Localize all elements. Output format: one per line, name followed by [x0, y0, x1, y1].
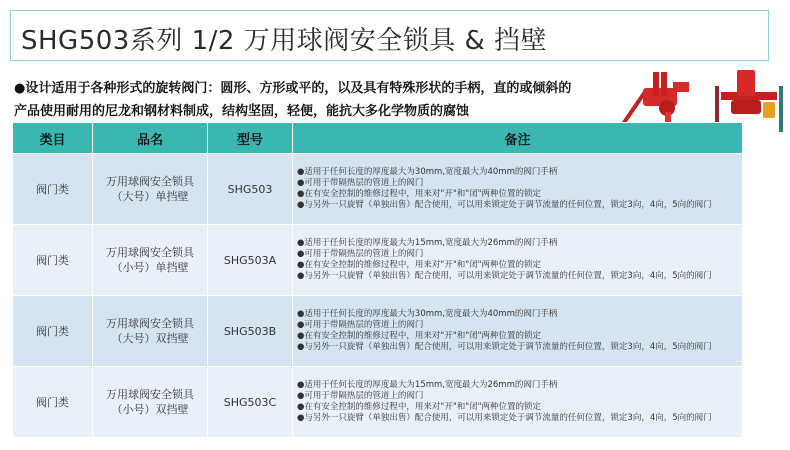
- note-item: ●可用于带隔热层的管道上的阀门: [297, 391, 424, 401]
- cell-name: [93, 225, 208, 296]
- name-line-1: 万用球阀安全锁具: [106, 388, 194, 401]
- header-notes: 备注: [293, 123, 743, 154]
- note-item: ●在有安全控制的维修过程中，用来对"开"和"闭"两种位置的锁定: [297, 402, 542, 412]
- note-item: ●可用于带隔热层的管道上的阀门: [297, 178, 424, 188]
- note-item: ●适用于任何长度的厚度最大为30mm,宽度最大为40mm的阀门手柄: [297, 309, 558, 319]
- note-item: ●可用于带隔热层的管道上的阀门: [297, 249, 424, 259]
- note-item: ●可用于带隔热层的管道上的阀门: [297, 320, 424, 330]
- header-model: 型号: [208, 123, 293, 154]
- cell-category: 阀门类: [13, 367, 93, 438]
- table-row: [13, 296, 743, 367]
- note-item: ●在有安全控制的维修过程中，用来对"开"和"闭"两种位置的锁定: [297, 189, 542, 199]
- name-line-2: （大号）双挡壁: [111, 332, 189, 345]
- cell-model: SHG503: [208, 154, 293, 225]
- cell-category: 阀门类: [13, 154, 93, 225]
- cell-model: SHG503A: [208, 225, 293, 296]
- intro-line-2: 产品使用耐用的尼龙和钢材料制成，结构坚固，轻便，能抗大多化学物质的腐蚀: [14, 104, 470, 119]
- intro-line-1: ●设计适用于各种形式的旋转阀门：圆形、方形或平的，以及具有特殊形状的手柄，直的或倾斜的: [14, 81, 572, 96]
- table-row: [13, 367, 743, 438]
- note-item: ●在有安全控制的维修过程中，用来对"开"和"闭"两种位置的锁定: [297, 260, 542, 270]
- cell-category: 阀门类: [13, 296, 93, 367]
- note-item: ●适用于任何长度的厚度最大为15mm,宽度最大为26mm的阀门手柄: [297, 380, 558, 390]
- cell-notes: [293, 367, 743, 438]
- page-title: SHG503系列 1/2 万用球阀安全锁具 & 挡壁: [21, 26, 548, 56]
- cell-name: [93, 154, 208, 225]
- header-name: 品名: [93, 123, 208, 154]
- title-box: [10, 10, 769, 61]
- cell-model: SHG503C: [208, 367, 293, 438]
- note-item: ●在有安全控制的维修过程中，用来对"开"和"闭"两种位置的锁定: [297, 331, 542, 341]
- table-row: [13, 225, 743, 296]
- name-line-1: 万用球阀安全锁具: [106, 246, 194, 259]
- name-line-2: （小号）单挡壁: [111, 261, 189, 274]
- cell-category: 阀门类: [13, 225, 93, 296]
- note-item: ●与另外一只旋臂（单独出售）配合使用，可以用来锁定处于调节流量的任何位置，锁定3向，4向，5向的阀门: [297, 413, 712, 423]
- cell-notes: [293, 296, 743, 367]
- table-row: [13, 154, 743, 225]
- cell-notes: [293, 225, 743, 296]
- header-category: 类目: [13, 123, 93, 154]
- note-item: ●适用于任何长度的厚度最大为15mm,宽度最大为26mm的阀门手柄: [297, 238, 558, 248]
- cell-name: [93, 296, 208, 367]
- note-item: ●与另外一只旋臂（单独出售）配合使用，可以用来锁定处于调节流量的任何位置，锁定3向，4向，5向的阀门: [297, 342, 712, 352]
- name-line-1: 万用球阀安全锁具: [106, 317, 194, 330]
- name-line-2: （小号）双挡壁: [111, 403, 189, 416]
- name-line-2: （大号）单挡壁: [111, 190, 189, 203]
- cell-name: [93, 367, 208, 438]
- note-item: ●与另外一只旋臂（单独出售）配合使用，可以用来锁定处于调节流量的任何位置，锁定3向，4向，5向的阀门: [297, 271, 712, 281]
- spec-table: [12, 122, 743, 438]
- table-header-row: [13, 123, 743, 154]
- name-line-1: 万用球阀安全锁具: [106, 175, 194, 188]
- note-item: ●适用于任何长度的厚度最大为30mm,宽度最大为40mm的阀门手柄: [297, 167, 558, 177]
- cell-notes: [293, 154, 743, 225]
- cell-model: SHG503B: [208, 296, 293, 367]
- note-item: ●与另外一只旋臂（单独出售）配合使用，可以用来锁定处于调节流量的任何位置，锁定3向，4向，5向的阀门: [297, 200, 712, 210]
